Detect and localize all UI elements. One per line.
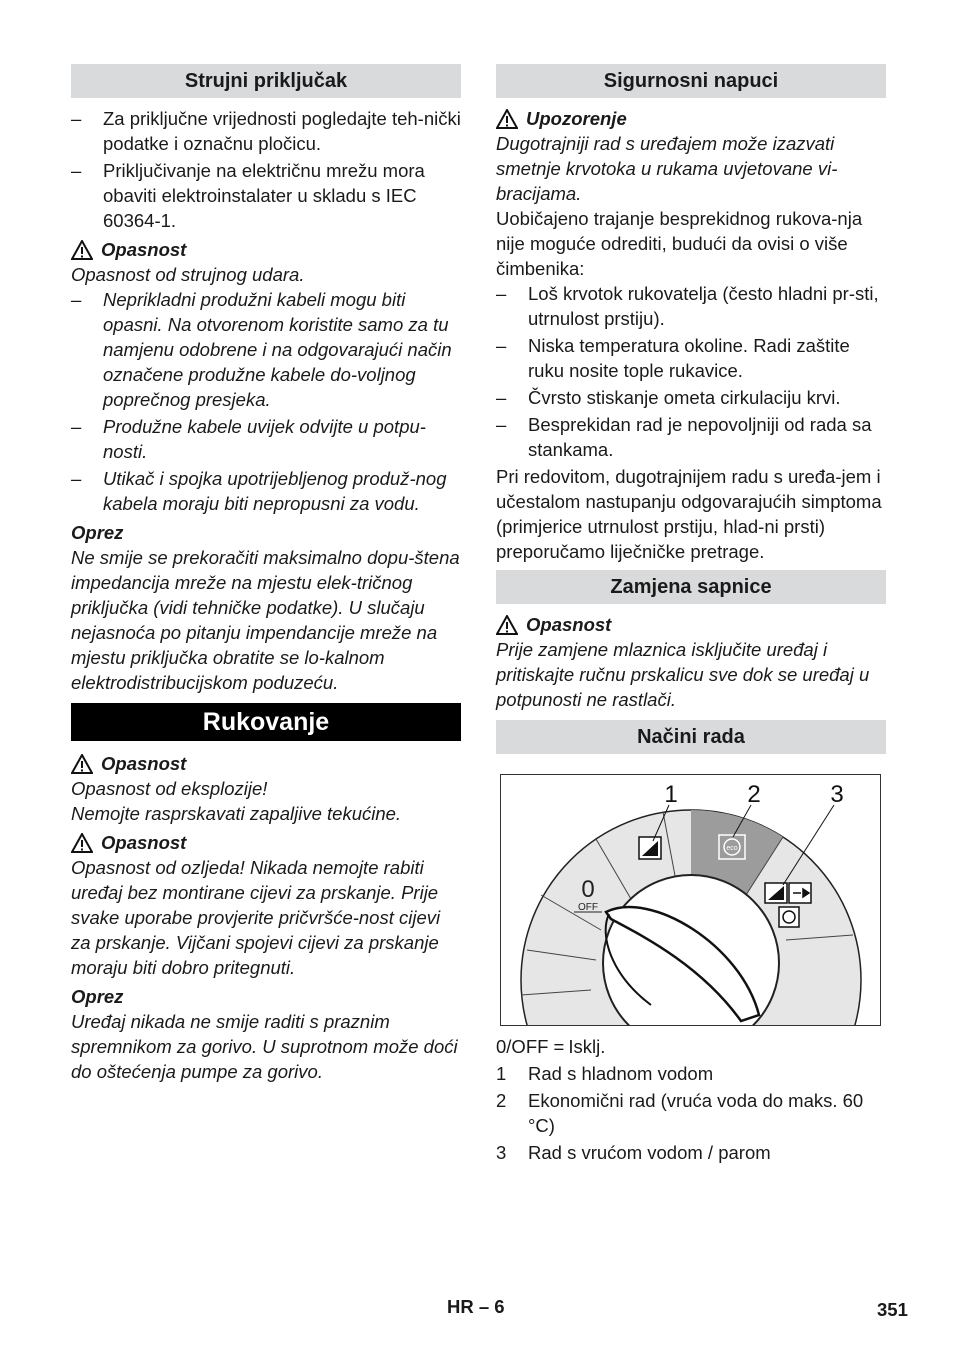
danger-label: Opasnost <box>496 612 886 637</box>
warning-text: Dugotrajniji rad s uređajem može izazvati smetnje krvotoka u rukama uvjetovane vi-bracijama. <box>496 133 838 204</box>
danger-label: Opasnost <box>71 751 461 776</box>
footer-section: HR – 6 <box>447 1296 505 1317</box>
power-connection-heading: Strujni priključak <box>71 64 461 98</box>
page-number: 351 <box>877 1299 908 1320</box>
list-item: – Loš krvotok rukovatelja (često hladni pr-sti, utrnulost prstiju). <box>496 281 886 331</box>
list-item: – Produžne kabele uvijek odvijte u potpu-nosti. <box>71 414 461 464</box>
mode-dial-illustration <box>501 775 880 1025</box>
warning-triangle-icon <box>71 240 93 260</box>
safety-list <box>496 281 886 462</box>
list-item: – Za priključne vrijednosti pogledajte teh-nički podatke i označnu pločicu. <box>71 106 461 156</box>
off-label: OFF <box>578 902 598 913</box>
right-column <box>496 64 886 1167</box>
caution-label: Oprez <box>71 522 124 543</box>
list-item: – Besprekidan rad je nepovoljniji od rada sa stankama. <box>496 412 886 462</box>
caution-label: Oprez <box>71 986 124 1007</box>
list-item: – Niska temperatura okoline. Radi zaštite ruku nosite tople rukavice. <box>496 333 886 383</box>
callout-3: 3 <box>830 781 844 808</box>
modes-heading: Načini rada <box>496 720 886 754</box>
nozzle-heading: Zamjena sapnice <box>496 570 886 604</box>
list-item: – Priključivanje na električnu mrežu mora obaviti elektroinstalater u skladu s IEC 60364-1. <box>71 158 461 233</box>
legend-row: 0/OFF = Isklj. <box>496 1036 606 1057</box>
callout-1: 1 <box>664 781 678 808</box>
list-item: – Neprikladni produžni kabeli mogu biti opasni. Na otvorenom koristite samo za tu namjenu odobrene i na odgovarajući način označene produžne kabele do-voljnog poprečnog presjeka. <box>71 287 461 412</box>
list-item: – Čvrsto stiskanje ometa cirkulaciju krvi. <box>496 385 886 410</box>
caution-text: Ne smije se prekoračiti maksimalno dopu-štena impedancija mreže na mjestu elek-tričnog priključka (vidi tehničke podatke). U slučaju nejasnoća po pitanju impendancije mreže na mjestu priključka obratite se lo-kalnom elektrodistribucijskom poduzeću. <box>71 547 460 693</box>
mode-selector-figure <box>500 774 881 1026</box>
danger-text: Nemojte rasprskavati zapaljive tekućine. <box>71 803 402 824</box>
danger-list <box>71 287 461 516</box>
list-item: – Utikač i spojka upotrijebljenog produž-nog kabela moraju biti nepropusni za vodu. <box>71 466 461 516</box>
safety-heading: Sigurnosni napuci <box>496 64 886 98</box>
legend-row: 1 Rad s hladnom vodom <box>496 1063 714 1084</box>
svg-text:eco: eco <box>726 845 738 852</box>
warning-label: Upozorenje <box>496 106 886 131</box>
zero-label: 0 <box>581 876 595 903</box>
callout-2: 2 <box>747 781 761 808</box>
modes-legend <box>496 1034 886 1165</box>
warning-triangle-icon <box>71 754 93 774</box>
left-column <box>71 64 461 1084</box>
danger-text: Opasnost od ozljeda! Nikada nemojte rabiti uređaj bez montirane cijevi za prskanje. Prije svake uporabe provjerite pričvršće-nost cijevi za prskanje. Vijčani spojevi cijevi za prskanje moraju biti dobro pritegnuti. <box>71 857 441 978</box>
body-text: Pri redovitom, dugotrajnijem radu s uređa-jem i učestalom nastupanju odgovarajućih simptoma (primjerice utrnulost prstiju, hlad-ni prsti) preporučamo liječničke pretrage. <box>496 466 882 562</box>
caution-text: Uređaj nikada ne smije raditi s praznim spremnikom za gorivo. U suprotnom može doći do oštećenja pumpe za gorivo. <box>71 1011 458 1082</box>
operation-heading: Rukovanje <box>71 703 461 741</box>
legend-row: 2 Ekonomični rad (vruća voda do maks. 60 °C) <box>496 1090 864 1136</box>
warning-triangle-icon <box>496 109 518 129</box>
danger-text: Opasnost od eksplozije! <box>71 778 268 799</box>
steam-icon <box>779 907 799 927</box>
cold-water-icon <box>639 837 661 859</box>
body-text: Uobičajeno trajanje besprekidnog rukova-nja nije moguće odrediti, budući da ovisi o više čimbenika: <box>496 208 863 279</box>
danger-label: Opasnost <box>71 830 461 855</box>
legend-row: 3 Rad s vrućom vodom / parom <box>496 1142 771 1163</box>
warning-triangle-icon <box>71 833 93 853</box>
danger-text: Opasnost od strujnog udara. <box>71 264 305 285</box>
warning-triangle-icon <box>496 615 518 635</box>
danger-text: Prije zamjene mlaznica isključite uređaj i pritiskajte ručnu prskalicu sve dok se uređaj u potpunosti ne rastlači. <box>496 639 870 710</box>
danger-label: Opasnost <box>71 237 461 262</box>
power-list <box>71 106 461 233</box>
